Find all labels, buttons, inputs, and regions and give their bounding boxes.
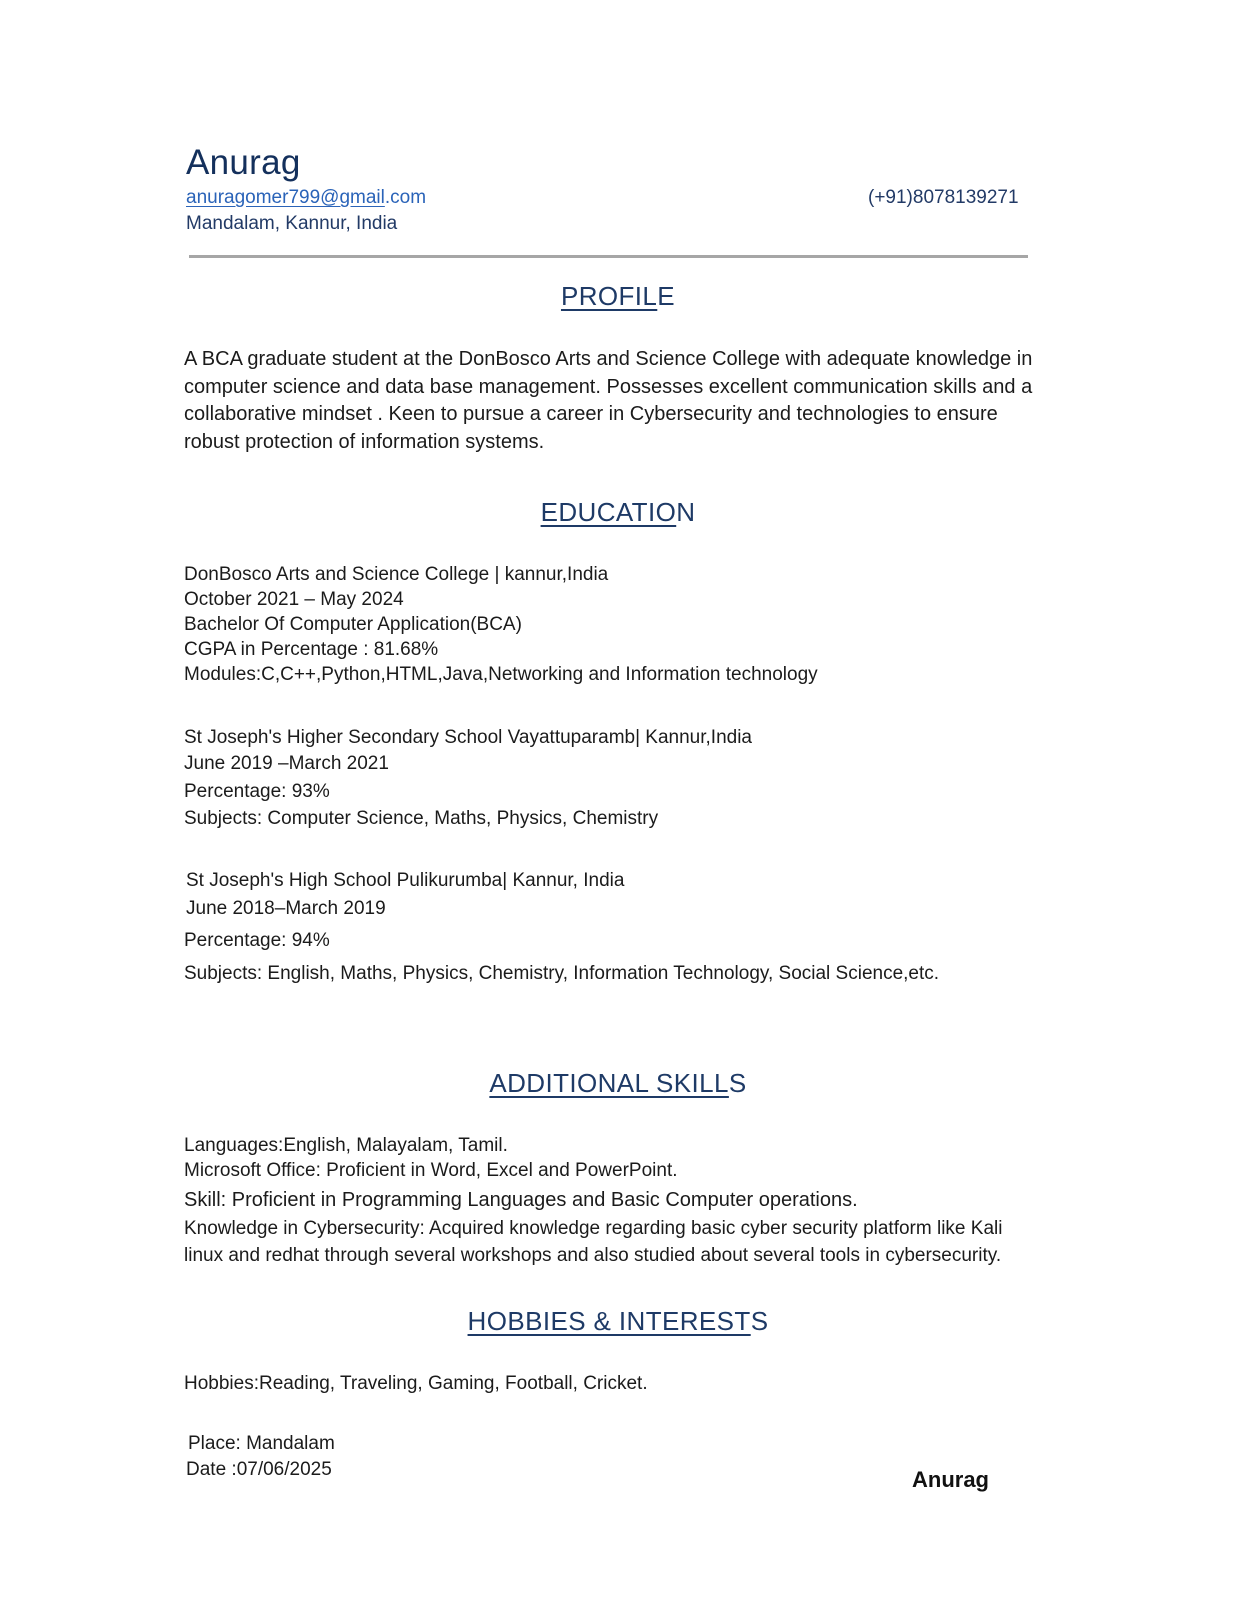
edu-1-degree: Bachelor Of Computer Application(BCA)	[184, 614, 522, 635]
phone-number: (+91)8078139271	[868, 187, 1019, 208]
edu-3-subjects: Subjects: English, Maths, Physics, Chemistry, Information Technology, Social Science,etc.	[184, 963, 940, 984]
date: Date :07/06/2025	[186, 1459, 332, 1480]
skill-programming: Skill: Proficient in Programming Languages and Basic Computer operations.	[184, 1189, 858, 1211]
hobbies-heading-rest: S	[750, 1306, 769, 1336]
edu-1-modules: Modules:C,C++,Python,HTML,Java,Networking and Information technology	[184, 664, 818, 685]
edu-1-period: October 2021 – May 2024	[184, 589, 404, 610]
email-link[interactable]	[186, 187, 426, 209]
edu-3-period: June 2018–March 2019	[186, 898, 386, 919]
education-heading-rest: N	[676, 497, 696, 527]
place: Place: Mandalam	[188, 1433, 335, 1454]
skills-heading	[0, 1068, 1236, 1099]
hobbies-list: Hobbies:Reading, Traveling, Gaming, Football, Cricket.	[184, 1373, 648, 1394]
skill-languages: Languages:English, Malayalam, Tamil.	[184, 1135, 508, 1156]
edu-2-institution: St Joseph's Higher Secondary School Vayattuparamb| Kannur,India	[184, 727, 752, 748]
hobbies-heading	[0, 1306, 1236, 1337]
edu-3-institution: St Joseph's High School Pulikurumba| Kannur, India	[186, 870, 625, 891]
skill-cybersecurity: Knowledge in Cybersecurity: Acquired knowledge regarding basic cyber security platform like Kali linux and redhat through several workshops and also studied about several tools in cybersecurity.	[184, 1218, 1003, 1266]
edu-3-score: Percentage: 94%	[184, 930, 330, 951]
location: Mandalam, Kannur, India	[186, 213, 398, 234]
education-heading	[0, 497, 1236, 528]
skill-office: Microsoft Office: Proficient in Word, Excel and PowerPoint.	[184, 1160, 678, 1181]
profile-summary: A BCA graduate student at the DonBosco Arts and Science College with adequate knowledge in computer science and data base management. Possesses excellent communication skills and a collaborative mindset . Keen to pursue a career in Cybersecurity and technologies to ensure robust protection of information systems.	[184, 348, 1033, 453]
email-link-underlined[interactable]: anuragomer799@gmail	[186, 187, 385, 208]
skills-heading-underlined: ADDITIONAL SKILL	[489, 1068, 729, 1098]
hobbies-heading-underlined: HOBBIES & INTEREST	[467, 1306, 751, 1336]
header-divider	[189, 255, 1028, 258]
edu-2-subjects: Subjects: Computer Science, Maths, Physics, Chemistry	[184, 808, 659, 829]
edu-1-score: CGPA in Percentage : 81.68%	[184, 639, 439, 660]
signature-name: Anurag	[912, 1467, 989, 1492]
profile-heading-rest: E	[657, 281, 676, 311]
profile-heading-underlined: PROFIL	[560, 281, 658, 311]
profile-heading	[0, 281, 1236, 312]
email-link-rest[interactable]: .com	[384, 187, 427, 208]
education-heading-underlined: EDUCATIO	[540, 497, 677, 527]
edu-1-institution: DonBosco Arts and Science College | kannur,India	[184, 564, 609, 585]
edu-2-score: Percentage: 93%	[184, 781, 330, 802]
candidate-name: Anurag	[186, 143, 301, 182]
edu-2-period: June 2019 –March 2021	[184, 753, 389, 774]
skills-heading-rest: S	[728, 1068, 747, 1098]
